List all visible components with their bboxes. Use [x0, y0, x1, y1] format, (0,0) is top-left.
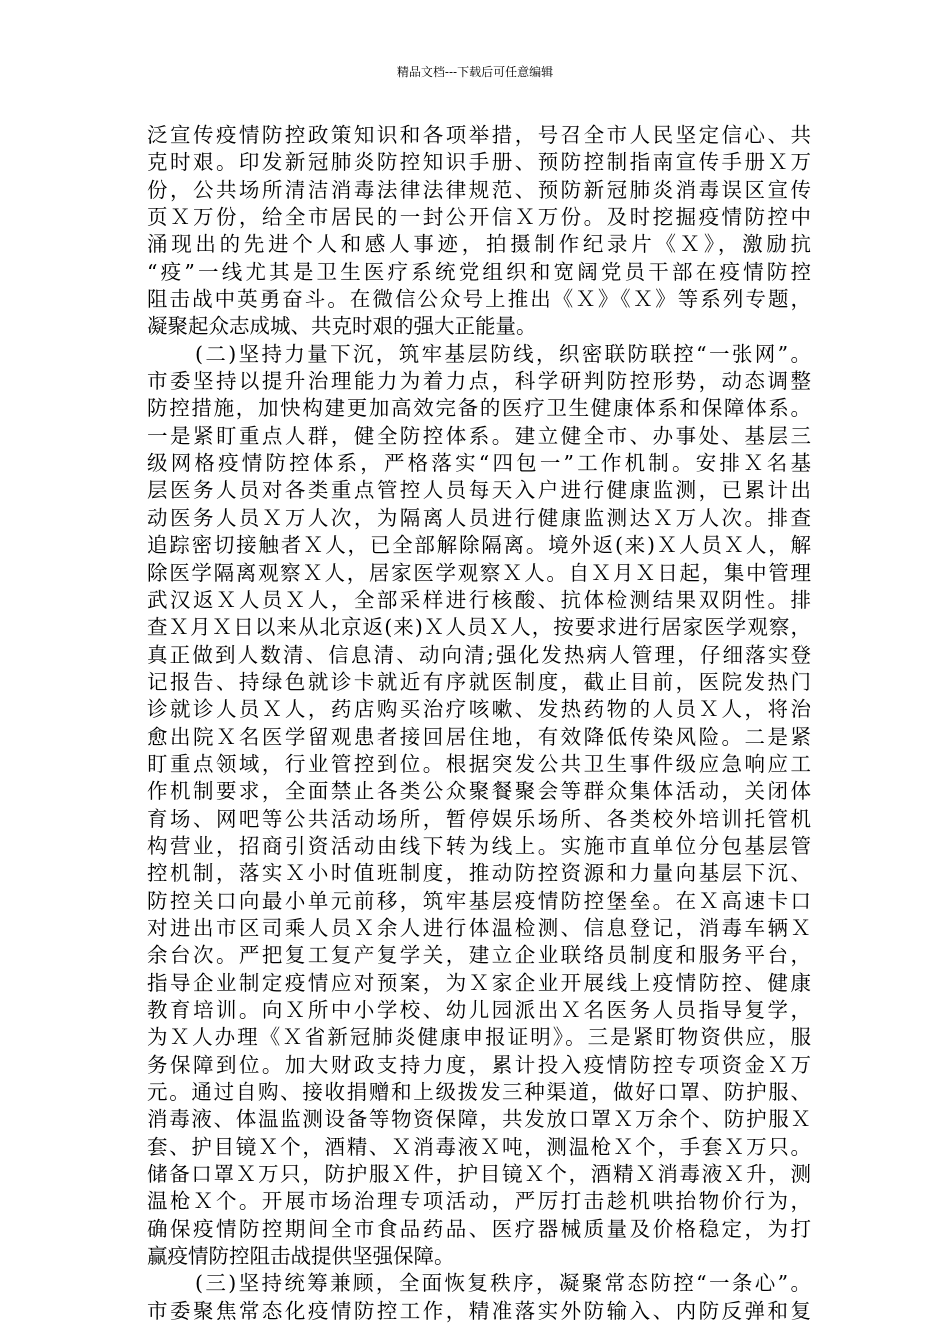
- text-line: 对进出市区司乘人员Ｘ余人进行体温检测、信息登记，消毒车辆Ｘ: [147, 915, 811, 940]
- text-line: 页Ｘ万份，给全市居民的一封公开信Ｘ万份。及时挖掘疫情防控中: [147, 205, 811, 230]
- text-line: 储备口罩Ｘ万只，防护服Ｘ件，护目镜Ｘ个，酒精Ｘ消毒液Ｘ升，测: [147, 1162, 811, 1187]
- text-line: 动医务人员Ｘ万人次，为隔离人员进行健康监测达Ｘ万人次。排查: [147, 505, 811, 530]
- text-line: 套、护目镜Ｘ个，酒精、Ｘ消毒液Ｘ吨，测温枪Ｘ个，手套Ｘ万只。: [147, 1134, 811, 1159]
- text-line: 涌现出的先进个人和感人事迹，拍摄制作纪录片《Ｘ》，激励抗: [147, 232, 811, 257]
- text-line: 作机制要求，全面禁止各类公众聚餐聚会等群众集体活动，关闭体: [147, 779, 811, 804]
- text-line: 余台次。严把复工复产复学关，建立企业联络员制度和服务平台，: [147, 943, 811, 968]
- text-line: 真正做到人数清、信息清、动向清;强化发热病人管理，仔细落实登: [147, 642, 811, 667]
- text-line: 级网格疫情防控体系，严格落实“四包一”工作机制。安排Ｘ名基: [147, 451, 811, 476]
- text-line: 控机制，落实Ｘ小时值班制度，推动防控资源和力量向基层下沉、: [147, 861, 811, 886]
- text-line: 层医务人员对各类重点管控人员每天入户进行健康监测，已累计出: [147, 478, 811, 503]
- text-line: 务保障到位。加大财政支持力度，累计投入疫情防控专项资金Ｘ万: [147, 1052, 811, 1077]
- text-line: 份，公共场所清洁消毒法律法律规范、预防新冠肺炎消毒误区宣传: [147, 177, 811, 202]
- text-line: 温枪Ｘ个。开展市场治理专项活动，严厉打击趁机哄抬物价行为，: [147, 1189, 811, 1214]
- text-line: 追踪密切接触者Ｘ人，已全部解除隔离。境外返(来)Ｘ人员Ｘ人，解: [147, 533, 811, 558]
- text-line: 一是紧盯重点人群，健全防控体系。建立健全市、办事处、基层三: [147, 423, 811, 448]
- text-line: 泛宣传疫情防控政策知识和各项举措，号召全市人民坚定信心、共: [147, 123, 811, 147]
- text-line: 构营业，招商引资活动由线下转为线上。实施市直单位分包基层管: [147, 833, 811, 858]
- text-line: 愈出院Ｘ名医学留观患者接回居住地，有效降低传染风险。二是紧: [147, 724, 811, 749]
- text-line: 记报告、持绿色就诊卡就近有序就医制度，截止目前，医院发热门: [147, 669, 811, 694]
- text-line: 查Ｘ月Ｘ日以来从北京返(来)Ｘ人员Ｘ人，按要求进行居家医学观察，: [147, 615, 811, 640]
- page-header: 精品文档---下载后可任意编辑: [396, 65, 554, 79]
- text-line: 凝聚起众志成城、共克时艰的强大正能量。: [147, 314, 537, 339]
- text-line: 赢疫情防控阻击战提供坚强保障。: [147, 1244, 455, 1269]
- text-line: “疫”一线尤其是卫生医疗系统党组织和宽阔党员干部在疫情防控: [147, 259, 811, 284]
- text-line: (二)坚持力量下沉，筑牢基层防线，织密联防联控“一张网”。: [195, 341, 811, 366]
- text-line: 武汉返Ｘ人员Ｘ人，全部采样进行核酸、抗体检测结果双阴性。排: [147, 587, 811, 612]
- text-line: 诊就诊人员Ｘ人，药店购买治疗咳嗽、发热药物的人员Ｘ人，将治: [147, 697, 811, 722]
- text-line: 市委坚持以提升治理能力为着力点，科学研判防控形势，动态调整: [147, 369, 811, 394]
- document-body: [147, 122, 811, 1325]
- text-line: 阻击战中英勇奋斗。在微信公众号上推出《Ｘ》《Ｘ》等系列专题，: [147, 287, 811, 312]
- text-line: 育场、网吧等公共活动场所，暂停娱乐场所、各类校外培训托管机: [147, 806, 811, 831]
- text-line: 确保疫情防控期间全市食品药品、医疗器械质量及价格稳定，为打: [147, 1216, 811, 1241]
- text-line: 克时艰。印发新冠肺炎防控知识手册、预防控制指南宣传手册Ｘ万: [147, 150, 811, 175]
- text-line: 防控措施，加快构建更加高效完备的医疗卫生健康体系和保障体系。: [147, 396, 811, 421]
- text-line: (三)坚持统筹兼顾，全面恢复秩序，凝聚常态防控“一条心”。: [195, 1271, 811, 1296]
- text-line: 元。通过自购、接收捐赠和上级拨发三种渠道，做好口罩、防护服、: [147, 1080, 811, 1105]
- text-line: 教育培训。向Ｘ所中小学校、幼儿园派出Ｘ名医务人员指导复学，: [147, 998, 811, 1022]
- text-line: 防控关口向最小单元前移，筑牢基层疫情防控堡垒。在Ｘ高速卡口: [147, 888, 811, 913]
- text-line: 为Ｘ人办理《Ｘ省新冠肺炎健康申报证明》。三是紧盯物资供应，服: [147, 1025, 811, 1050]
- text-line: 盯重点领域，行业管控到位。根据突发公共卫生事件级应急响应工: [147, 751, 811, 776]
- text-line: 除医学隔离观察Ｘ人，居家医学观察Ｘ人。自Ｘ月Ｘ日起，集中管理: [147, 560, 811, 585]
- text-line: 指导企业制定疫情应对预案，为Ｘ家企业开展线上疫情防控、健康: [147, 970, 811, 995]
- text-line: 市委聚焦常态化疫情防控工作，精准落实外防输入、内防反弹和复: [147, 1298, 811, 1323]
- text-line: 消毒液、体温监测设备等物资保障，共发放口罩Ｘ万余个、防护服Ｘ: [147, 1107, 811, 1132]
